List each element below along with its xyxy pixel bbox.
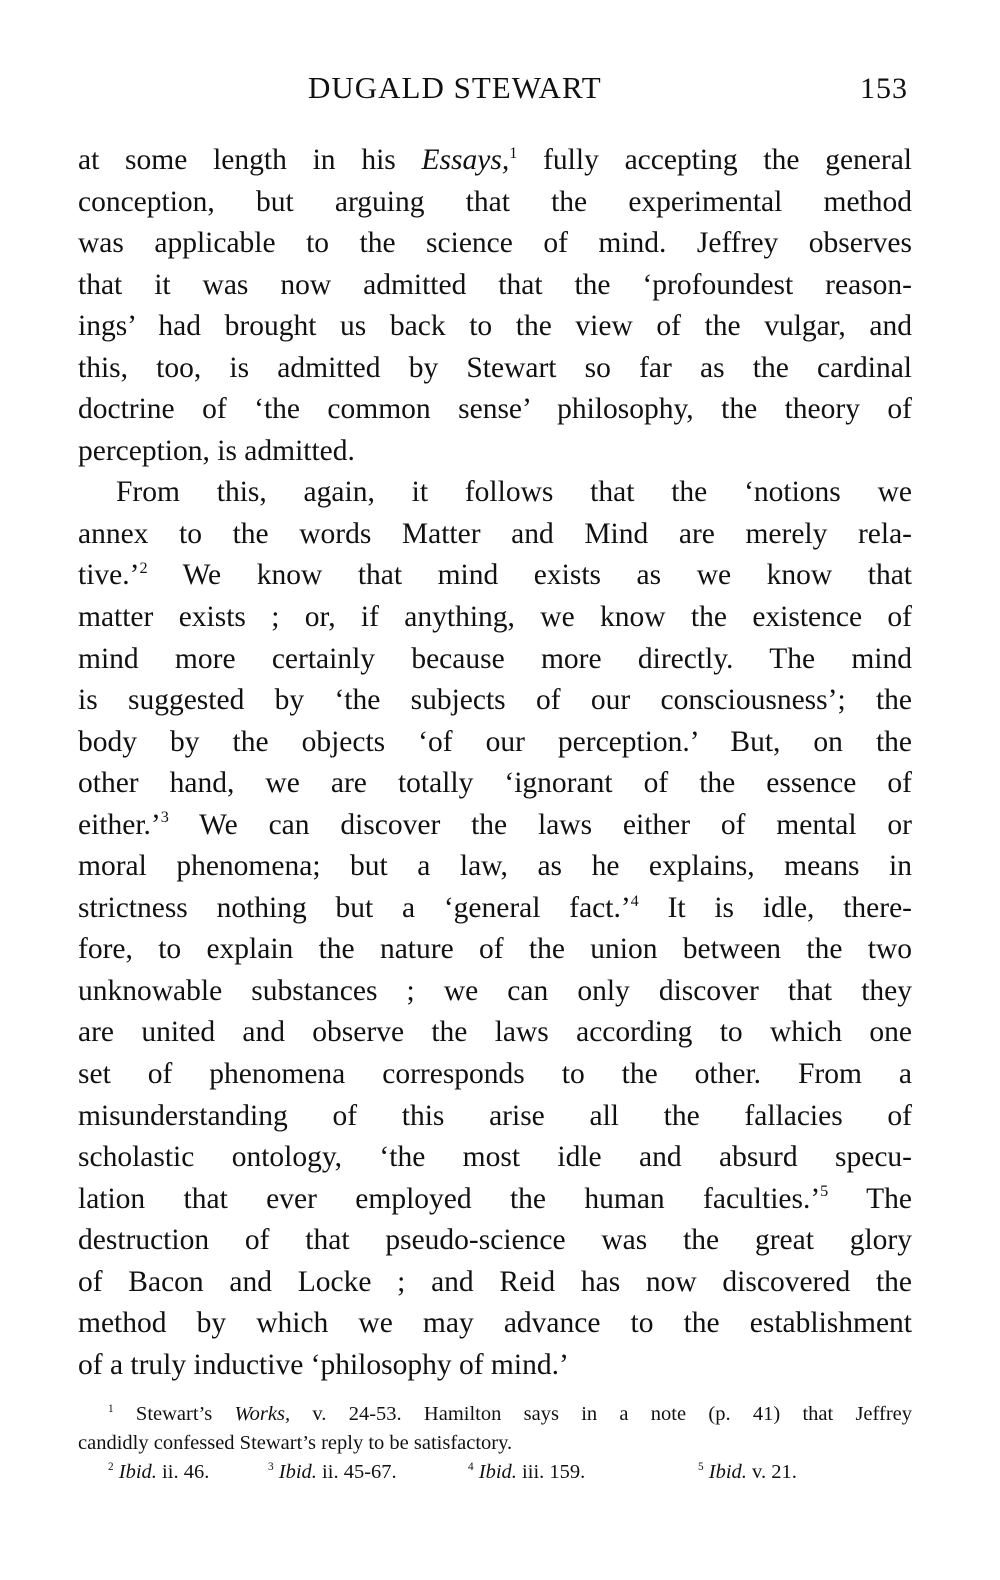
text-segment: other hand, we are totally ‘ignorant of the essence of [78, 767, 912, 800]
text-line [78, 888, 912, 930]
text-line [78, 971, 912, 1013]
text-segment: perception, is admitted. [78, 434, 355, 467]
text-segment: candidly confessed Stewart’s reply to be satisfactory. [78, 1432, 513, 1454]
footnote [268, 1458, 468, 1487]
text-segment: of Bacon and Locke ; and Reid has now discovered the [78, 1265, 912, 1298]
page-number: 153 [860, 72, 908, 105]
text-line [78, 1137, 912, 1179]
text-line [78, 1096, 912, 1138]
text-line [78, 722, 912, 764]
footnote-marker: 5 [820, 1182, 829, 1201]
footnote-marker: 4 [630, 891, 639, 910]
text-line [78, 389, 912, 431]
text-line [78, 140, 912, 182]
text-segment: v. 24-53. Hamilton says in a note (p. 41) that Jeffrey [290, 1403, 912, 1425]
footnote [698, 1458, 888, 1487]
text-segment: either.’ [78, 808, 161, 841]
text-segment: v. 21. [746, 1461, 797, 1483]
text-line [78, 680, 912, 722]
text-line [78, 265, 912, 307]
text-line [78, 555, 912, 597]
footnote-marker: 2 [108, 1461, 114, 1474]
footnote [108, 1458, 268, 1487]
italic-text: Ibid. [478, 1461, 517, 1483]
text-segment: scholastic ontology, ‘the most idle and absurd specu- [78, 1141, 912, 1174]
text-line [78, 431, 912, 473]
text-segment: doctrine of ‘the common sense’ philosophy, the theory of [78, 393, 912, 426]
text-line [78, 639, 912, 681]
text-segment: body by the objects ‘of our perception.’ But, on the [78, 725, 912, 758]
text-line [78, 597, 912, 639]
footnote-marker: 3 [268, 1461, 274, 1474]
text-line [78, 182, 912, 224]
text-segment: tive.’ [78, 559, 140, 592]
text-segment: unknowable substances ; we can only discover that they [78, 974, 912, 1007]
text-segment: fully accepting the general [517, 144, 912, 176]
italic-text: Ibid. [118, 1461, 157, 1483]
text-segment: ii. 46. [156, 1461, 210, 1483]
text-segment: this, too, is admitted by Stewart so far as the cardinal [78, 351, 912, 384]
text-segment: conception, but arguing that the experimental method [78, 185, 912, 218]
text-line [78, 1179, 912, 1221]
text-segment: moral phenomena; but a law, as he explains, means in [78, 850, 912, 883]
text-line [78, 1012, 912, 1054]
text-line [78, 1303, 912, 1345]
paragraph [78, 472, 912, 1386]
text-segment: It is idle, there- [638, 891, 912, 924]
text-line [78, 846, 912, 888]
footnote [468, 1458, 698, 1487]
italic-text: Ibid. [278, 1461, 317, 1483]
text-segment: are united and observe the laws according to which one [78, 1016, 912, 1049]
text-line [78, 1262, 912, 1304]
italic-text: Works, [234, 1403, 291, 1425]
text-segment: The [828, 1182, 912, 1215]
text-segment: set of phenomena corresponds to the other. From a [78, 1058, 912, 1091]
paragraph [78, 140, 912, 472]
text-segment: We can discover the laws either of mental or [168, 808, 912, 841]
text-line [78, 1345, 912, 1387]
text-segment: We know that mind exists as we know that [147, 559, 912, 592]
footnote-marker: 4 [468, 1461, 474, 1474]
text-segment: fore, to explain the nature of the union between the two [78, 933, 912, 966]
text-segment: From this, again, it follows that the ‘notions we [116, 476, 912, 509]
text-segment: that it was now admitted that the ‘profoundest reason- [78, 268, 912, 301]
text-line [78, 929, 912, 971]
text-line [78, 472, 912, 514]
text-segment: ii. 45-67. [316, 1461, 397, 1483]
footnote-1-line-2 [78, 1429, 912, 1458]
footnote-marker: 1 [108, 1403, 114, 1416]
text-segment: matter exists ; or, if anything, we know the existence of [78, 601, 912, 634]
footnote-short-notes [78, 1458, 912, 1487]
running-title: DUGALD STEWART [308, 70, 602, 105]
text-segment: is suggested by ‘the subjects of our consciousness’; the [78, 684, 912, 717]
body-text [78, 140, 912, 1386]
text-segment: annex to the words Matter and Mind are merely rela- [78, 517, 912, 550]
text-segment: method by which we may advance to the establishment [78, 1307, 912, 1340]
footnote-marker: 3 [160, 808, 169, 827]
text-segment: destruction of that pseudo-science was the great glory [78, 1224, 912, 1257]
text-line [78, 1220, 912, 1262]
footnote-marker: 5 [698, 1461, 704, 1474]
text-segment: mind more certainly because more directly. The mind [78, 642, 912, 675]
italic-text: Ibid. [708, 1461, 747, 1483]
text-segment: at some length in his [78, 144, 422, 176]
text-line [78, 306, 912, 348]
text-segment: was applicable to the science of mind. Jeffrey observes [78, 227, 912, 260]
text-segment: strictness nothing but a ‘general fact.’ [78, 891, 631, 924]
text-segment: iii. 159. [516, 1461, 586, 1483]
text-segment: misunderstanding of this arise all the fallacies of [78, 1099, 912, 1132]
text-line [78, 805, 912, 847]
footnote-marker: 1 [509, 143, 518, 162]
text-line [78, 348, 912, 390]
text-segment: ings’ had brought us back to the view of the vulgar, and [78, 310, 912, 343]
text-segment: Stewart’s [113, 1403, 235, 1425]
italic-text: Essays, [421, 144, 510, 176]
footnote-1-line-1 [78, 1400, 912, 1429]
text-line [78, 514, 912, 556]
text-segment: lation that ever employed the human faculties.’ [78, 1182, 821, 1215]
text-segment: of a truly inductive ‘philosophy of mind.’ [78, 1348, 569, 1381]
text-line [78, 763, 912, 805]
footnotes [78, 1400, 912, 1487]
footnote-marker: 2 [139, 559, 148, 578]
text-line [78, 1054, 912, 1096]
text-line [78, 223, 912, 265]
page-header [78, 70, 908, 114]
